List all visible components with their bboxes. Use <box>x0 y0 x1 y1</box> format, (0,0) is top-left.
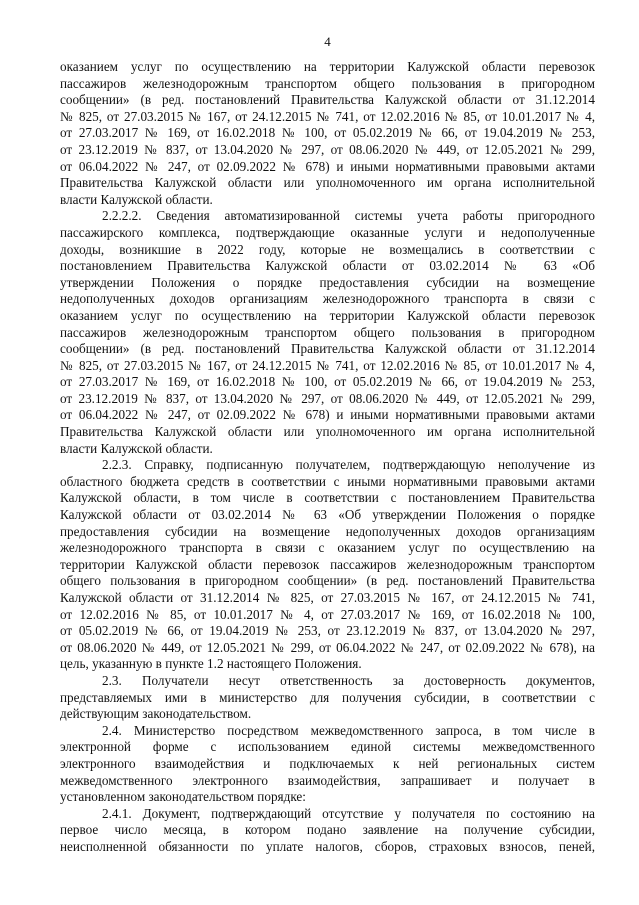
text-line: пассажиров железнодорожным транспортом общего пользования в пригородном <box>60 75 595 91</box>
text-line: областного бюджета средств в соответствии с иными нормативными правовыми актами <box>60 473 595 489</box>
text-line: власти Калужской области. <box>60 191 213 207</box>
text-line: Правительства Калужской области или уполномоченного им органа исполнительной <box>60 424 595 440</box>
text-line: первое число месяца, в котором подано заявление на получение субсидии, <box>60 822 595 838</box>
text-line: электронной форме с использованием единой системы межведомственного <box>60 739 595 755</box>
text-line: доходы, возникшие в 2022 году, которые не возмещались в соответствии с <box>60 241 595 257</box>
text-line: общего пользования в пригородном сообщении» (в ред. постановлений Правительства <box>60 573 595 589</box>
text-line: Калужской области от 03.02.2014 № 63 «Об утверждении Положения о порядке <box>60 507 595 523</box>
text-line: от 12.02.2016 № 85, от 10.01.2017 № 4, от 27.03.2017 № 169, от 16.02.2018 № 100, <box>60 606 595 622</box>
text-line: от 27.03.2017 № 169, от 16.02.2018 № 100, от 05.02.2019 № 66, от 19.04.2019 № 253, <box>60 374 595 390</box>
text-line: Правительства Калужской области или уполномоченного им органа исполнительной <box>60 175 595 191</box>
text-line: действующим законодательством. <box>60 706 252 722</box>
text-line: Калужской области от 31.12.2014 № 825, от 27.03.2015 № 167, от 24.12.2015 № 741, <box>60 590 595 605</box>
text-line: Калужской области, в том числе в соответствии с постановлением Правительства <box>60 490 595 506</box>
text-line: территории Калужской области перевозок пассажиров железнодорожным транспортом <box>60 556 595 572</box>
text-line: электронного взаимодействия и подключаемых к ней региональных систем <box>60 755 595 771</box>
text-line: неисполненной обязанности по уплате налогов, сборов, страховых взносов, пеней, <box>60 838 595 854</box>
text-line: от 08.06.2020 № 449, от 12.05.2021 № 299, от 06.04.2022 № 247, от 02.09.2022 № 678), на <box>60 639 595 655</box>
text-line: 2.2.2.2. Сведения автоматизированной системы учета работы пригородного <box>102 208 595 224</box>
text-line: оказанием услуг по осуществлению на территории Калужской области перевозок <box>60 59 595 74</box>
text-line: сообщении» (в ред. постановлений Правительства Калужской области от 31.12.2014 <box>60 341 595 357</box>
text-line: от 27.03.2017 № 169, от 16.02.2018 № 100, от 05.02.2019 № 66, от 19.04.2019 № 253, <box>60 125 595 141</box>
text-line: утверждении Положения о порядке предоставления субсидии на возмещение <box>60 274 595 290</box>
text-line: пассажиров железнодорожным транспортом общего пользования в пригородном <box>60 324 595 340</box>
text-line: оказанием услуг по осуществлению на территории Калужской области перевозок <box>60 307 595 323</box>
text-line: 2.4. Министерство посредством межведомственного запроса, в том числе в <box>102 722 595 738</box>
text-line: № 825, от 27.03.2015 № 167, от 24.12.2015 № 741, от 12.02.2016 № 85, от 10.01.2017 № 4, <box>60 108 595 124</box>
text-line: сообщении» (в ред. постановлений Правительства Калужской области от 31.12.2014 <box>60 92 595 108</box>
text-line: установленном законодательством порядке: <box>60 789 306 805</box>
text-line: 2.2.3. Справку, подписанную получателем, подтверждающую неполучение из <box>102 457 595 473</box>
text-line: представляемых ими в министерство для получения субсидии, в соответствии с <box>60 689 595 705</box>
text-line: межведомственного электронного взаимодействия, запрашивает и получает в <box>60 772 595 788</box>
text-line: от 23.12.2019 № 837, от 13.04.2020 № 297, от 08.06.2020 № 449, от 12.05.2021 № 299, <box>60 390 595 406</box>
text-line: от 06.04.2022 № 247, от 02.09.2022 № 678) и иными нормативными правовыми актами <box>60 158 595 174</box>
text-line: от 23.12.2019 № 837, от 13.04.2020 № 297, от 08.06.2020 № 449, от 12.05.2021 № 299, <box>60 141 595 157</box>
text-line: № 825, от 27.03.2015 № 167, от 24.12.2015 № 741, от 12.02.2016 № 85, от 10.01.2017 № 4, <box>60 357 595 373</box>
text-line: пассажирского комплекса, подтверждающие оказанные услуги и недополученные <box>60 224 595 240</box>
text-line: от 06.04.2022 № 247, от 02.09.2022 № 678) и иными нормативными правовыми актами <box>60 407 595 423</box>
text-line: цель, указанную в пункте 1.2 настоящего Положения. <box>60 656 362 672</box>
text-line: власти Калужской области. <box>60 440 213 456</box>
text-line: 2.4.1. Документ, подтверждающий отсутствие у получателя по состоянию на <box>102 805 595 821</box>
text-line: постановлением Правительства Калужской области от 03.02.2014 № 63 «Об <box>60 258 595 274</box>
text-line: предоставления субсидии на возмещение недополученных доходов организациям <box>60 523 595 539</box>
document-body <box>60 59 595 856</box>
text-line: железнодорожного транспорта в связи с оказанием услуг по осуществлению на <box>60 540 595 556</box>
text-line: недополученных доходов организациям железнодорожного транспорта в связи с <box>60 291 595 307</box>
text-line: от 05.02.2019 № 66, от 19.04.2019 № 253, от 23.12.2019 № 837, от 13.04.2020 № 297, <box>60 623 595 639</box>
text-line: 2.3. Получатели несут ответственность за достоверность документов, <box>102 672 595 688</box>
page-number: 4 <box>324 34 331 49</box>
